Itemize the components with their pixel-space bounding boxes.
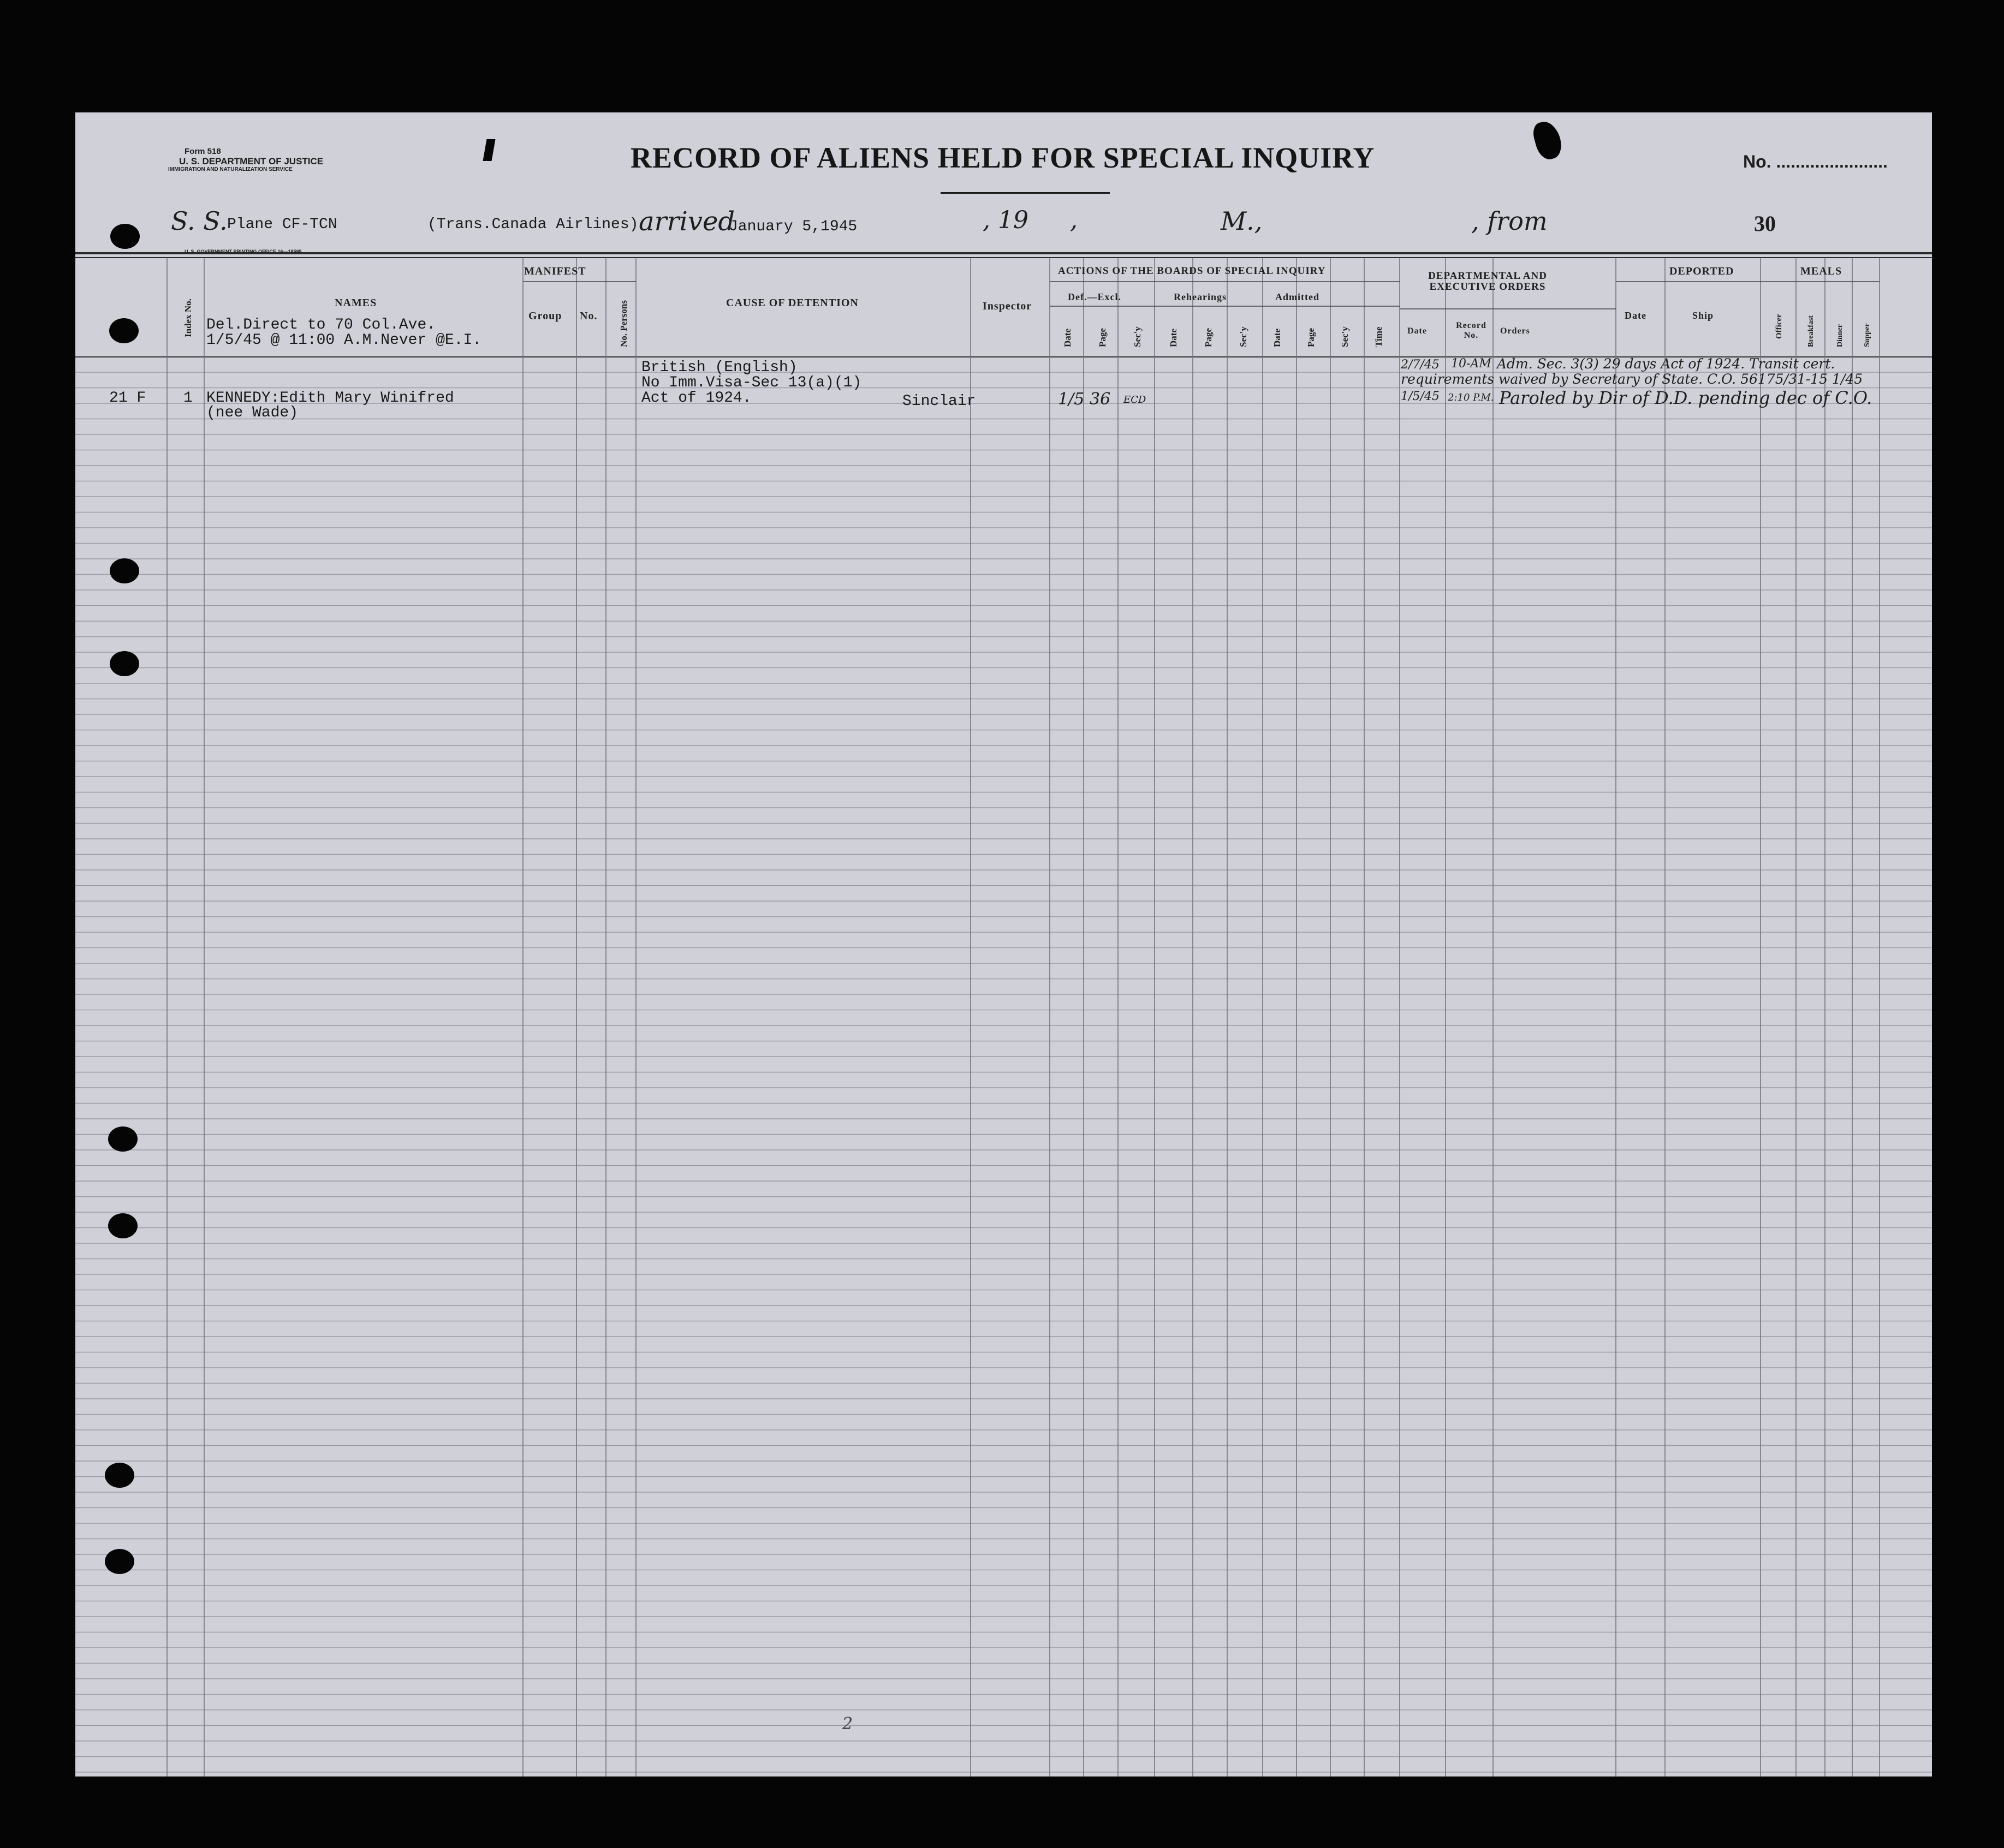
from-label: , from bbox=[1471, 206, 1548, 236]
col-adm-date: Date bbox=[1272, 329, 1282, 347]
col-def-date: Date bbox=[1062, 329, 1073, 347]
arrived-label: arrived bbox=[639, 206, 735, 237]
col-admitted: Admitted bbox=[1275, 291, 1319, 302]
cause-visa: No Imm.Visa-Sec 13(a)(1) bbox=[641, 374, 862, 391]
col-index-no: Index No. bbox=[183, 299, 193, 337]
col-no: No. bbox=[580, 310, 598, 322]
col-adm-time: Time bbox=[1373, 326, 1384, 347]
order1-date: 2/7/45 bbox=[1401, 358, 1440, 372]
alien-name: KENNEDY:Edith Mary Winifred bbox=[206, 390, 454, 407]
binder-hole bbox=[110, 558, 139, 583]
row-number: 21 F bbox=[109, 390, 146, 407]
col-group: Group bbox=[528, 310, 562, 322]
col-cause: CAUSE OF DETENTION bbox=[726, 297, 859, 309]
order2-time: 2:10 P.M. bbox=[1448, 392, 1494, 403]
ss-label: S. S. bbox=[171, 206, 228, 236]
col-ship: Ship bbox=[1692, 310, 1714, 321]
deferral-date: 1/5 bbox=[1058, 390, 1085, 409]
binder-hole bbox=[108, 1213, 138, 1238]
col-deported: DEPORTED bbox=[1669, 265, 1734, 277]
deferral-page: 36 bbox=[1090, 390, 1111, 409]
service-name: IMMIGRATION AND NATURALIZATION SERVICE bbox=[168, 166, 293, 172]
col-adm-page: Page bbox=[1306, 328, 1316, 347]
delivery-note-line2: 1/5/45 @ 11:00 A.M.Never @E.I. bbox=[206, 332, 482, 349]
printing-office: U. S. GOVERNMENT PRINTING OFFICE 16—18595 bbox=[185, 249, 302, 254]
col-def-page: Page bbox=[1097, 328, 1108, 347]
order1-text-a: Adm. Sec. 3(3) 29 days Act of 1924. Transit cert. bbox=[1497, 356, 1835, 372]
col-officer: Officer bbox=[1775, 314, 1783, 339]
order1-time: 10-AM bbox=[1451, 357, 1491, 371]
form-title: RECORD OF ALIENS HELD FOR SPECIAL INQUIRY bbox=[631, 141, 1375, 174]
col-reh-date: Date bbox=[1168, 329, 1179, 347]
col-breakfast: Breakfast bbox=[1807, 315, 1815, 347]
record-form-sheet bbox=[75, 112, 1932, 1777]
arrival-date: January 5,1945 bbox=[729, 218, 858, 235]
binder-hole bbox=[109, 318, 139, 343]
col-reh-secy: Sec'y bbox=[1238, 326, 1248, 347]
col-supper: Supper bbox=[1863, 323, 1871, 347]
col-inspector: Inspector bbox=[983, 300, 1032, 312]
alien-maiden-name: (nee Wade) bbox=[206, 404, 299, 421]
index-number: 1 bbox=[183, 390, 193, 407]
m-label: M., bbox=[1221, 206, 1263, 236]
binder-hole bbox=[110, 651, 139, 676]
year-label: , 19 bbox=[983, 206, 1028, 234]
col-reh-page: Page bbox=[1203, 328, 1214, 347]
stray-pencil-mark: 2 bbox=[842, 1714, 853, 1733]
col-manifest: MANIFEST bbox=[524, 265, 586, 277]
col-meals: MEALS bbox=[1800, 265, 1842, 277]
separator-comma: , bbox=[1070, 206, 1078, 234]
col-rehearings: Rehearings bbox=[1174, 291, 1227, 302]
department-name: U. S. DEPARTMENT OF JUSTICE bbox=[179, 156, 324, 166]
title-rule bbox=[941, 192, 1110, 194]
col-def-excl: Def.—Excl. bbox=[1068, 291, 1121, 302]
col-names: NAMES bbox=[335, 297, 377, 309]
col-adm-secy: Sec'y bbox=[1340, 326, 1350, 347]
col-dinner: Dinner bbox=[1836, 324, 1844, 347]
deferral-secy: ECD bbox=[1123, 394, 1146, 406]
col-actions: ACTIONS OF THE BOARDS OF SPECIAL INQUIRY bbox=[1058, 265, 1326, 277]
delivery-note-line1: Del.Direct to 70 Col.Ave. bbox=[206, 317, 436, 333]
col-order-date: Date bbox=[1407, 326, 1427, 336]
col-def-secy: Sec'y bbox=[1132, 326, 1143, 347]
order1-text-b: requirements waived by Secretary of State. C.O. 56175/31-15 1/45 bbox=[1401, 371, 1863, 387]
inspector-name: Sinclair bbox=[902, 393, 976, 410]
binder-hole bbox=[108, 1126, 138, 1152]
col-no-persons: No. Persons bbox=[619, 300, 629, 347]
cause-nationality: British (English) bbox=[641, 359, 798, 376]
order2-text: Paroled by Dir of D.D. pending dec of C.O. bbox=[1499, 388, 1872, 408]
col-dept-orders: DEPARTMENTAL AND EXECUTIVE ORDERS bbox=[1428, 270, 1547, 293]
col-record-no: Record No. bbox=[1456, 321, 1486, 340]
record-no-label: No. ....................... bbox=[1743, 152, 1888, 171]
binder-hole bbox=[105, 1463, 134, 1488]
cause-act: Act of 1924. bbox=[641, 390, 752, 407]
binder-hole bbox=[110, 224, 140, 249]
col-orders: Orders bbox=[1500, 326, 1530, 336]
order2-date: 1/5/45 bbox=[1401, 390, 1440, 403]
vessel-name: Plane CF-TCN bbox=[227, 216, 337, 233]
form-number: Form 518 bbox=[185, 147, 221, 156]
page-number: 30 bbox=[1754, 211, 1776, 236]
airline-name: (Trans.Canada Airlines) bbox=[427, 216, 639, 233]
binder-hole bbox=[105, 1549, 134, 1574]
col-deported-date: Date bbox=[1625, 310, 1646, 321]
